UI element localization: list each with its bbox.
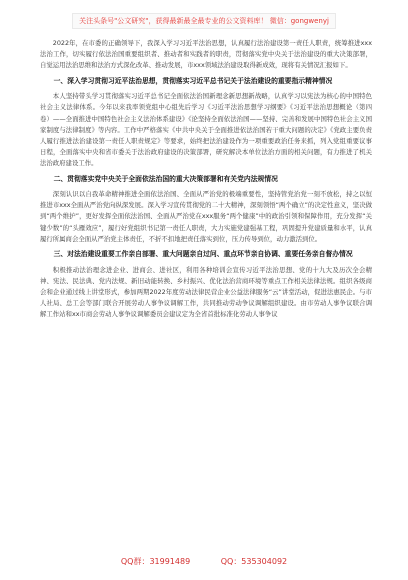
contact-footer — [0, 554, 408, 570]
document-body — [40, 38, 372, 540]
section-heading-1: 一、深入学习贯彻习近平法治思想，贯彻落实习近平总书记关于法治建设的重要指示精神情况 — [53, 76, 333, 85]
section-paragraph-3: 积极推动法治理念进企业、进商会、进社区，利用各种培训会宣传习近平法治思想、党的十九大及历次全会精神、宪法、民法典、党内法规、新旧动能转换、乡村振兴、优化法治营商环境等重点工作相关法律法规。组织各级商会和企业通过线上讲堂形式，参加两期2022年度劳动法律民营企业公益法律服务“云”讲堂活动，促进法惠民企。与市人社局、总工会等部门联合开展劳动人事争议调解工作，共同推动劳动争议调解组织建设。由市劳动人事争议联合调解工作站和xx市商会劳动人事争议调解委员会建议定为全省首批标准化劳动人事争议 — [40, 265, 372, 319]
qq-number: QQ：535304092 — [220, 557, 288, 566]
intro-paragraph: 2022年，在市委的正确领导下，我深入学习习近平法治思想，认真履行法治建设第一责任人职责，统筹推进xxx法治工作，切实履行依法治国重要组织者、推动者和实践者的职责，贯彻落实党中央关于法治建设的重大决策部署，自觉运用法治思维和法治方式深化改革、推动发展，市xxx领域法治建设取得新成效，现将有关情况汇报如下。 — [40, 39, 372, 70]
section-heading-3: 三、对法治建设重要工作亲自部署、重大问题亲自过问、重点环节亲自协调、重要任务亲自督办情况 — [53, 250, 353, 259]
qq-group-number: QQ群：31991489 — [120, 557, 191, 566]
section-paragraph-1: 本人坚持带头学习贯彻落实习近平总书记全面依法治国新理念新思想新战略，认真学习以宪法为核心的中国特色社会主义法律体系。今年以来我率领党组中心组先后学习《习近平法治思想学习纲要》《习近平法治思想概论（第四卷）——全面推进中国特色社会主义法治体系建设》《论坚持全面依法治国——坚持、完善和发展中国特色社会主义国家制度与法律制度》等内容。工作中严格落实《中共中央关于全面推进依法治国若干重大问题的决定》《党政主要负责人履行推进法治建设第一责任人职责规定》等要求，始终把法治建设作为一项重要政治任务来抓，列入党组重要议事日程，全面落实中央和省市委关于法治政府建设的决策部署，研究解决本单位法治方面的相关问题，有力推进了机关法治政府建设工作。 — [40, 92, 372, 168]
promo-banner — [0, 8, 408, 24]
section-heading-2: 二、贯彻落实党中央关于全面依法治国的重大决策部署和有关党内法规情况 — [53, 174, 278, 183]
section-paragraph-2: 深刻认识以自我革命精神推进全面依法治国、全面从严治党的极端重要性，坚持管党治党一刻不放松，持之以恒推进市xxx全面从严治党向纵深发展。深入学习宣传贯彻党的二十大精神，深刻领悟“两个确立”的决定性意义，坚决做到“两个维护”，更好发挥全面依法治国、全面从严治党在xxx服务“两个健康”中的政治引领和保障作用，充分发挥“关键少数”的“头雁效应”，履行好党组织书记第一责任人职责，大力实施党建强基工程，巩固提升党建质量和水平，认真履行所属商会全面从严治党主体责任，不折不扣地把责任落实到位，压力传导到位，动力激活到位。 — [40, 190, 372, 243]
promo-banner-text: 关注头条号"公文研究"，获得最新最全最专业的公文资料库！ 微信：gongwenyj — [72, 13, 336, 29]
